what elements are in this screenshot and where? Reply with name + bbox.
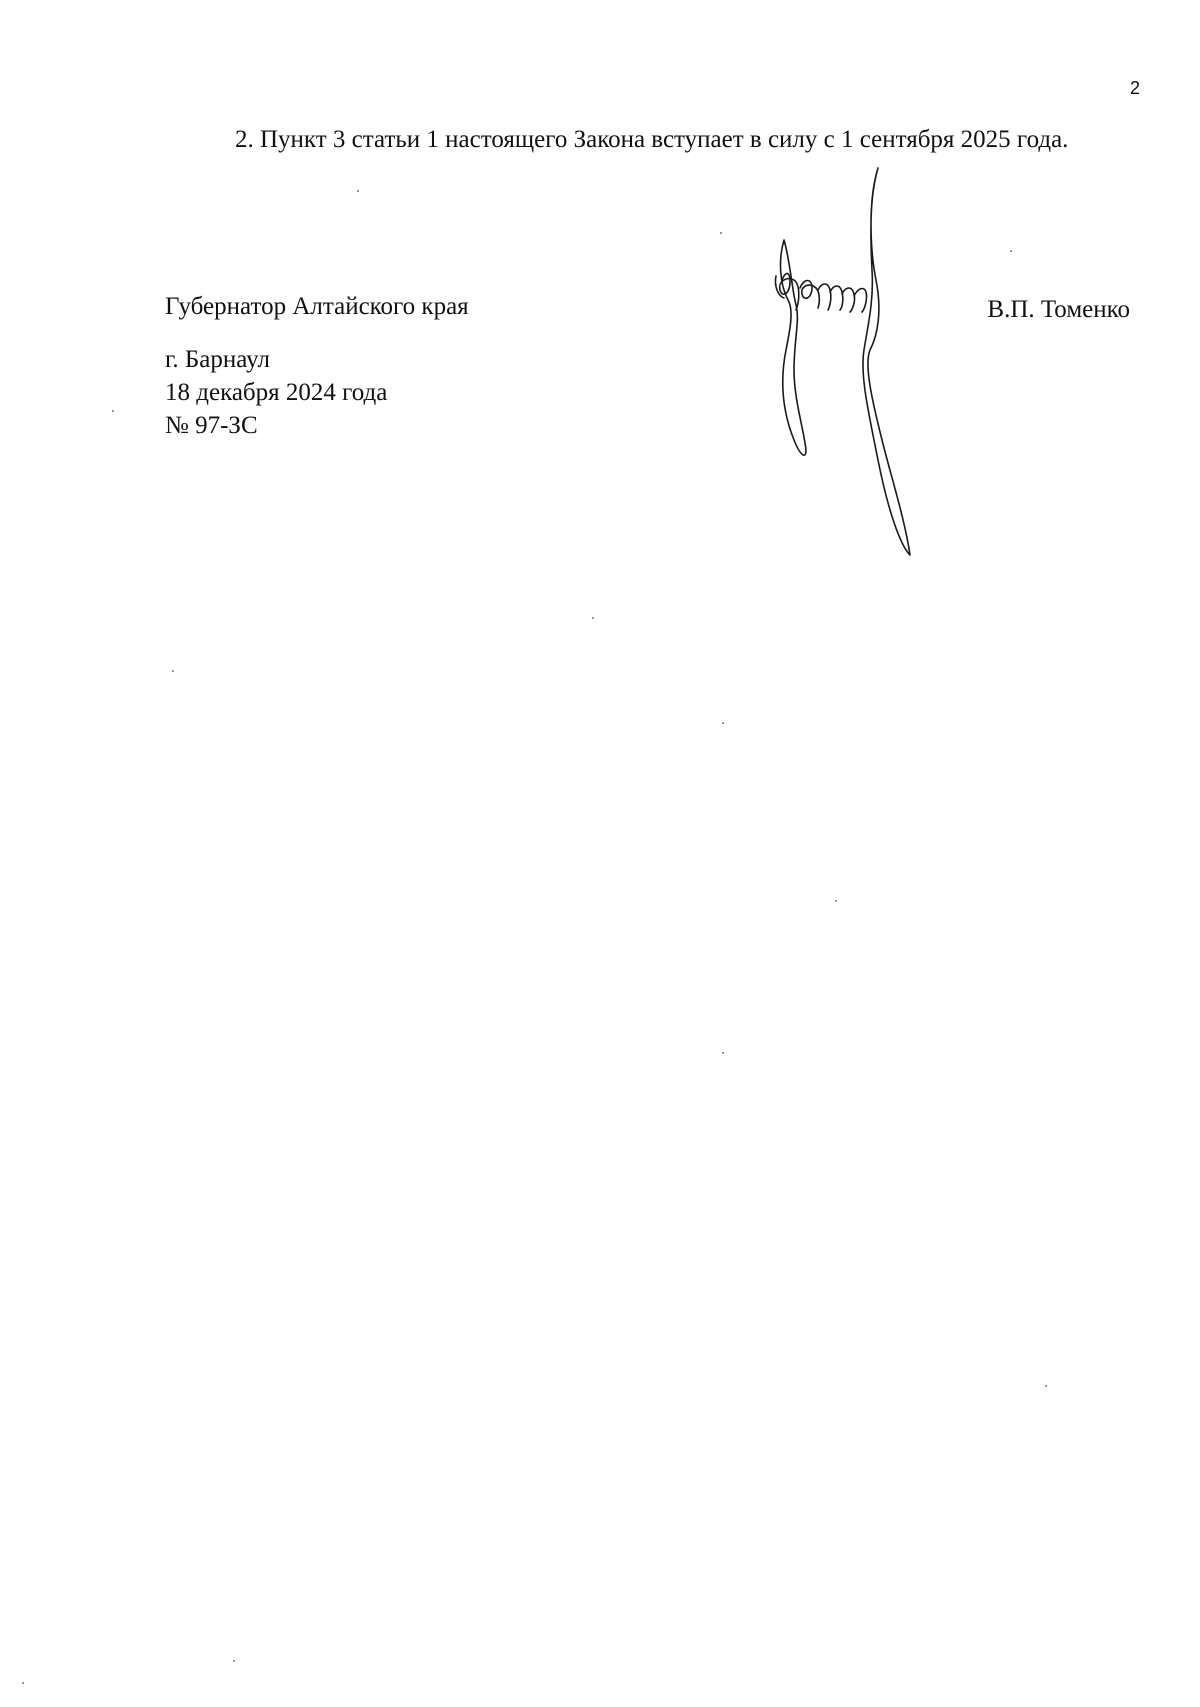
scan-speck (835, 900, 837, 902)
law-paragraph: 2. Пункт 3 статьи 1 настоящего Закона вступает в силу с 1 сентября 2025 года. (235, 126, 1069, 153)
scan-speck (722, 722, 724, 724)
scan-speck (1010, 250, 1012, 252)
scan-speck (357, 190, 359, 192)
scan-speck (233, 1660, 235, 1662)
scan-speck (720, 232, 722, 234)
scan-speck (22, 1682, 24, 1684)
scan-speck (592, 617, 594, 619)
scan-speck (722, 1052, 724, 1054)
scan-speck (112, 410, 114, 412)
document-number: № 97-ЗС (165, 412, 258, 439)
document-date: 18 декабря 2024 года (165, 379, 388, 406)
handwritten-signature (760, 160, 940, 560)
signatory-title: Губернатор Алтайского края (165, 293, 469, 320)
document-footer (165, 343, 387, 442)
scan-speck (172, 670, 174, 672)
document-place: г. Барнаул (165, 346, 270, 373)
signatory-name: В.П. Томенко (987, 296, 1130, 323)
page-number: 2 (1129, 78, 1140, 98)
scan-speck (1045, 1385, 1047, 1387)
